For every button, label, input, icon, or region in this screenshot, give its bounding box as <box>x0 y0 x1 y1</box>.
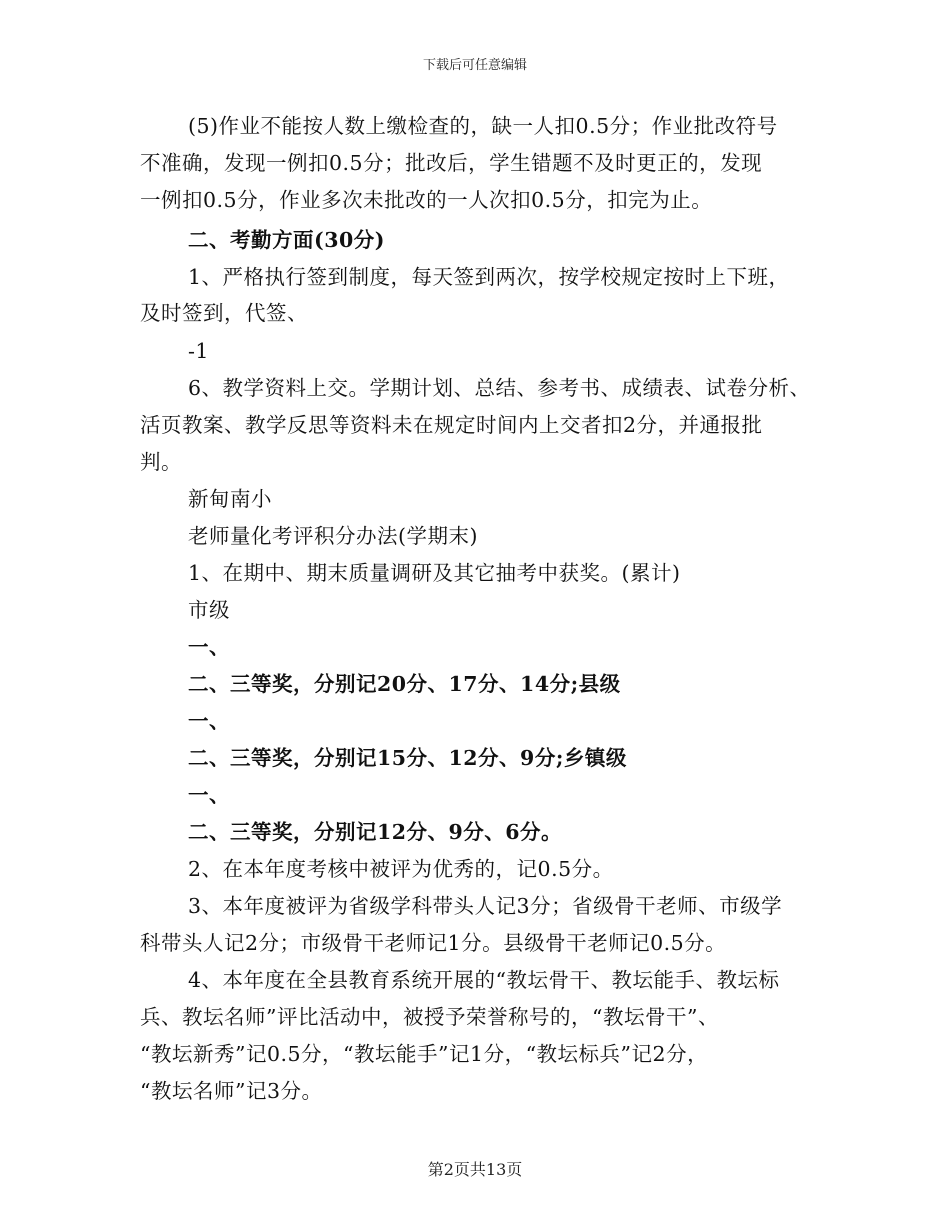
text-line: 一、 <box>188 635 230 659</box>
page-header: 下载后可任意编辑 <box>422 58 527 73</box>
text-line: 市级 <box>188 598 230 622</box>
text-line: 3、本年度被评为省级学科带头人记3分；省级骨干老师、市级学 <box>188 894 783 918</box>
text-line: 1、严格执行签到制度，每天签到两次，按学校规定按时上下班， <box>188 265 790 289</box>
text-line: 及时签到，代签、 <box>140 301 308 325</box>
text-line: 4、本年度在全县教育系统开展的“教坛骨干、教坛能手、教坛标 <box>188 968 780 992</box>
text-line: 科带头人记2分；市级骨干老师记1分。县级骨干老师记0.5分。 <box>140 931 727 955</box>
text-line: 活页教案、教学反思等资料未在规定时间内上交者扣2分，并通报批 <box>140 413 763 437</box>
text-line: “教坛新秀”记0.5分，“教坛能手”记1分，“教坛标兵”记2分， <box>140 1042 709 1066</box>
text-line: 新甸南小 <box>188 487 272 511</box>
text-line: 判。 <box>140 450 182 474</box>
text-line: 一、 <box>188 709 230 733</box>
text-line: 6、教学资料上交。学期计划、总结、参考书、成绩表、试卷分析、 <box>188 376 811 400</box>
text-line: 二、三等奖，分别记20分、17分、14分;县级 <box>188 672 621 696</box>
text-line: “教坛名师”记3分。 <box>140 1079 323 1103</box>
text-line: 一例扣0.5分，作业多次未批改的一人次扣0.5分，扣完为止。 <box>140 188 713 212</box>
text-line: 2、在本年度考核中被评为优秀的，记0.5分。 <box>188 857 614 881</box>
text-line: -1 <box>188 339 209 363</box>
text-line: 一、 <box>188 783 230 807</box>
text-line: (5)作业不能按人数上缴检查的，缺一人扣0.5分；作业批改符号 <box>188 114 778 138</box>
text-line: 老师量化考评积分办法(学期末) <box>188 524 478 548</box>
text-line: 不准确，发现一例扣0.5分；批改后，学生错题不及时更正的，发现 <box>140 151 763 175</box>
page-footer: 第2页共13页 <box>427 1160 523 1179</box>
section-heading: 二、考勤方面(30分) <box>188 228 385 252</box>
text-line: 兵、教坛名师”评比活动中，被授予荣誉称号的，“教坛骨干”、 <box>140 1005 719 1029</box>
text-line: 二、三等奖，分别记15分、12分、9分;乡镇级 <box>188 746 627 770</box>
text-line: 1、在期中、期末质量调研及其它抽考中获奖。(累计) <box>188 561 681 585</box>
text-line: 二、三等奖，分别记12分、9分、6分。 <box>188 820 563 844</box>
